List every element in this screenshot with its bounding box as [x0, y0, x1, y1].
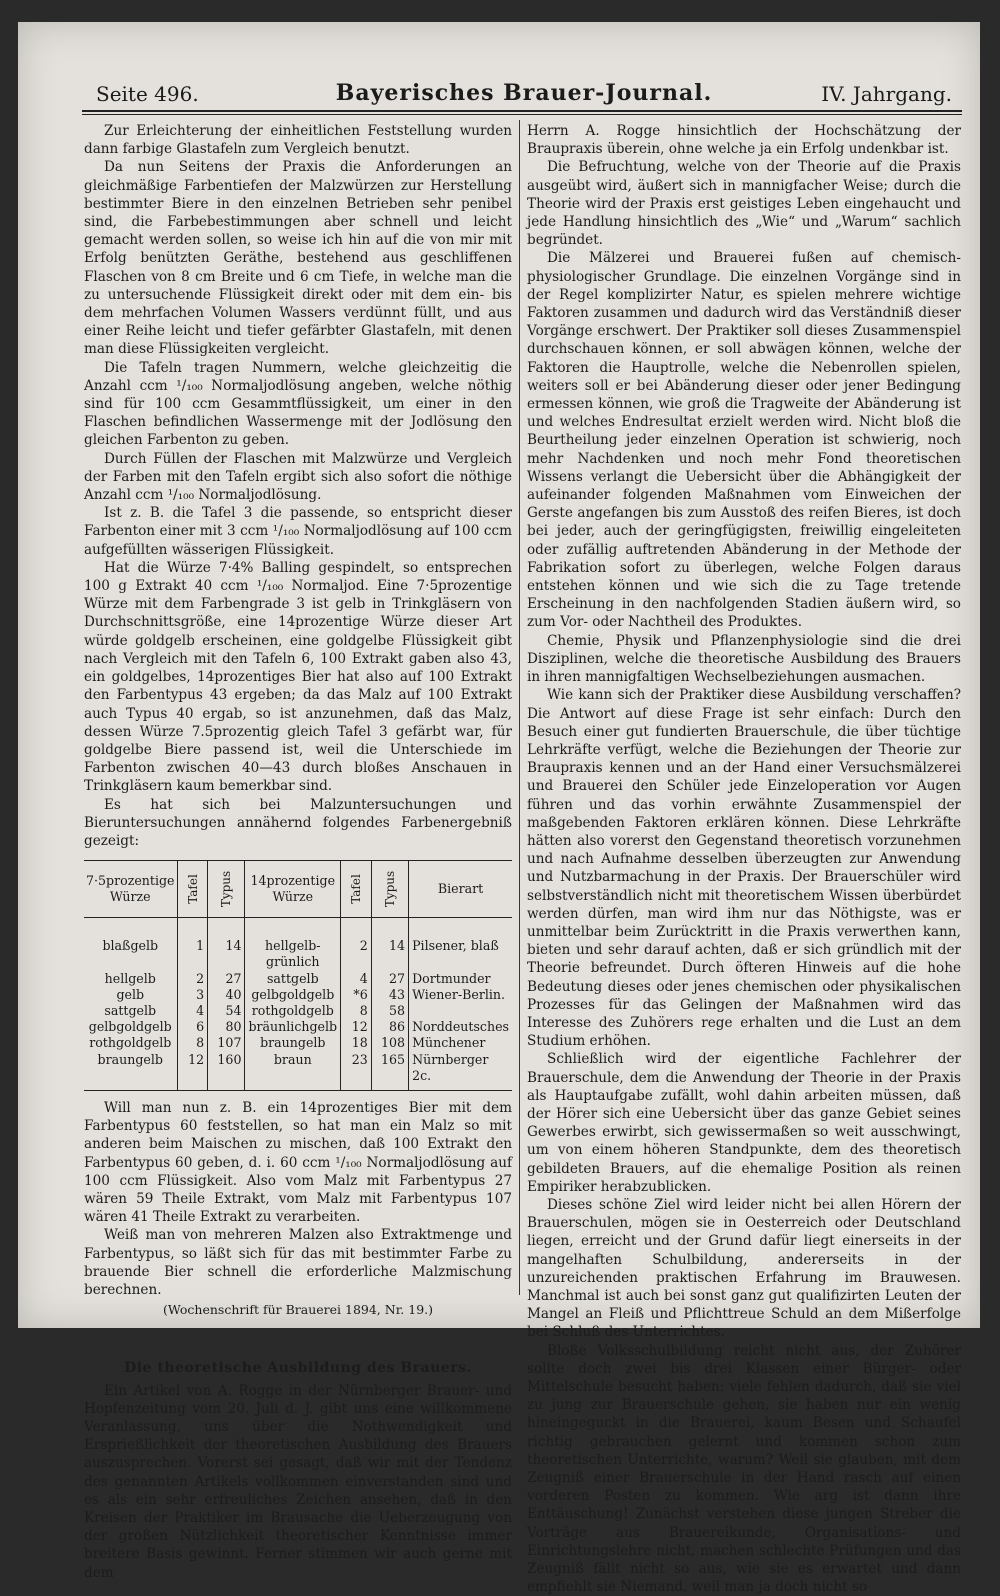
- page-header: [96, 82, 952, 108]
- table-cell-t2: 23: [341, 1052, 372, 1091]
- col-header-bierart: Bierart: [409, 861, 512, 918]
- table-cell-ty2: 165: [371, 1052, 408, 1091]
- paragraph: Durch Füllen der Flaschen mit Malzwürze und Vergleich der Farben mit den Tafeln ergibt sich also sofort die nöthige Anzahl ccm ¹/₁₀₀ Normaljodlösung.: [84, 450, 512, 504]
- table-cell-t1: 3: [177, 987, 208, 1003]
- paragraph: Weiß man von mehreren Malzen also Extraktmenge und Farbentypus, so läßt sich für das mit bestimmter Farbe zu brauende Bier schnell die erforderliche Malzmischung berechnen.: [84, 1227, 512, 1298]
- paragraph: Die Tafeln tragen Nummern, welche gleichzeitig die Anzahl ccm ¹/₁₀₀ Normaljodlösung angeben, welche nöthig sind für 100 ccm Gesammtflüssigkeit, um einer in den Flaschen befindlichen Wassermenge mit der Jodlösung den gleichen Farbenton zu geben.: [84, 359, 512, 449]
- table-cell-w2: gelbgoldgelb: [245, 987, 341, 1003]
- table-cell-w2: hellgelb-grünlich: [245, 918, 341, 971]
- table-cell-bier: Wiener-Berlin.: [409, 987, 512, 1003]
- table-cell-ty1: 107: [208, 1035, 245, 1051]
- paragraph: Bloße Volksschulbildung reicht nicht aus, der Zuhörer sollte doch zwei bis drei Klassen einer Bürger- oder Mittelschule besucht haben; viele fehlen dadurch, daß sie viel zu jung zur Brauerschule gehen, sie haben nur ein wenig hineingeguckt in die Brauerei, kaum Besen und Schaufel richtig gebrauchen gelernt und kommen schon zum theoretischen Unterrichte, warum? Weil sie glauben, mit dem Zeugniß einer Brauerschule in der Hand rasch auf einen vorderen Posten zu kommen. Wie arg ist dann ihre Enttäuschung! Zunächst verstehen diese jungen Streber die Vorträge aus Brauereikunde, Organisations- und Einrichtungslehre nicht, machen schlechte Prüfungen und das Zeugniß fällt nicht so aus, wie sie es erwartet und dann empfiehlt sie Niemand, weil man ja doch nicht so: [527, 1342, 961, 1596]
- column-divider: [519, 120, 520, 1295]
- header-rule-thin: [82, 114, 962, 115]
- table-row: [84, 1035, 512, 1051]
- table-cell-w2: sattgelb: [245, 971, 341, 987]
- section-title: Die theoretische Ausbildung des Brauers.: [124, 1360, 472, 1377]
- table-row: [84, 987, 512, 1003]
- table-cell-t2: 8: [341, 1003, 372, 1019]
- paragraph: Chemie, Physik und Pflanzenphysiologie sind die drei Disziplinen, welche die theoretische Ausbildung des Brauers in ihren mannigfaltigen Wechselbeziehungen ausmachen.: [527, 632, 961, 686]
- table-cell-ty2: 27: [371, 971, 408, 987]
- table-cell-w1: braungelb: [97, 1051, 163, 1067]
- table-cell-ty2: 108: [371, 1035, 408, 1051]
- table-cell-ty1: 54: [208, 1003, 245, 1019]
- col-header-tafel2: Tafel: [341, 861, 372, 918]
- table-cell-w1: sattgelb: [104, 1002, 157, 1018]
- source-credit: (Wochenschrift für Brauerei 1894, Nr. 19.): [163, 1302, 433, 1318]
- table-cell-t2: 4: [341, 971, 372, 987]
- volume-label: IV. Jahrgang.: [821, 82, 952, 106]
- table-header-row: [84, 861, 512, 918]
- table-cell-w1: rothgoldgelb: [89, 1035, 172, 1051]
- col-header-typus2: Typus: [371, 861, 408, 918]
- col-header-tafel: Tafel: [177, 861, 208, 918]
- paragraph: Dieses schöne Ziel wird leider nicht bei allen Hörern der Brauerschulen, mögen sie in Oesterreich oder Deutschland liegen, erreicht und der Grund dafür liegt einerseits in der mangelhaften Schulbildung, andererseits in der unzureichenden praktischen Erfahrung im Brauwesen. Manchmal ist auch bei sonst ganz gut qualifizirten Leuten der Mangel an Fleiß und Pflichttreue Schuld an dem Mißerfolge bei Schluß des Unterrichtes.: [527, 1196, 961, 1341]
- table-cell-ty1: 80: [208, 1019, 245, 1035]
- col-header-w2: 14prozentige Würze: [245, 861, 341, 918]
- paragraph: Ist z. B. die Tafel 3 die passende, so entspricht dieser Farbenton einer mit 3 ccm ¹/₁₀₀ Normaljodlösung auf 100 ccm aufgefüllten wässerigen Flüssigkeit.: [84, 505, 512, 558]
- table-cell-bier: Nürnberger 2c.: [409, 1052, 512, 1091]
- table-cell-w1: blaßgelb: [102, 938, 159, 954]
- table-cell-t2: 2: [341, 918, 372, 971]
- table-cell-ty1: 40: [208, 987, 245, 1003]
- table-cell-t2: *6: [341, 987, 372, 1003]
- table-row: [84, 1019, 512, 1035]
- left-column: [84, 122, 512, 1582]
- table-cell-ty2: 58: [371, 1003, 408, 1019]
- col-header-typus: Typus: [208, 861, 245, 918]
- table-cell-w2: braungelb: [245, 1035, 341, 1051]
- table-cell-w1: gelbgoldgelb: [88, 1019, 172, 1035]
- table-cell-ty1: 14: [208, 918, 245, 971]
- table-cell-ty2: 43: [371, 987, 408, 1003]
- table-cell-w1: gelb: [116, 986, 145, 1002]
- table-cell-t1: 12: [177, 1052, 208, 1091]
- table-row: [84, 971, 512, 987]
- table-cell-ty1: 160: [208, 1052, 245, 1091]
- table-cell-t1: 6: [177, 1019, 208, 1035]
- table-cell-t1: 4: [177, 1003, 208, 1019]
- table-cell-t2: 12: [341, 1019, 372, 1035]
- page-number: Seite 496.: [96, 82, 199, 106]
- table-cell-t1: 2: [177, 971, 208, 987]
- paragraph: Es hat sich bei Malzuntersuchungen und Bieruntersuchungen annähernd folgendes Farbenergebniß gezeigt:: [84, 796, 512, 849]
- table-row: [84, 1052, 512, 1091]
- paragraph: Wie kann sich der Praktiker diese Ausbildung verschaffen? Die Antwort auf diese Frage ist sehr einfach: Durch den Besuch einer gut fundierten Brauerschule, die über tüchtige Lehrkräfte verfügt, welche die Beziehungen der Theorie zur Braupraxis kennen und an der Hand einer Versuchsmälzerei und Brauerei den Schüler jede Einzeloperation vor Augen führen und das vorhin erwähnte Zusammenspiel der maßgebenden Faktoren erklären können. Diese Lehrkräfte hätten also vorerst den Gegenstand theoretisch vorzunehmen und nach Aufnahme desselben überzeugten zur Anwendung und Nutzbarmachung in der Praxis. Der Brauerschüler wird selbstverständlich nicht mit theoretischem Wissen überbürdet werden dürfen, man wird ihm nur das Nöthigste, was er unmittelbar beim Zurücktritt in die Praxis verwerthen kann, bieten und sehr darauf achten, daß er sich gründlich mit der Theorie befreundet. Durch öfteren Hinweis auf die hohe Bedeutung dieses oder jenes chemischen oder physikalischen Prozesses für das Gelingen der Maßnahmen wird das Interesse des Zuhörers rege erhalten und die Lust an dem Studium erhöhen.: [527, 687, 961, 1050]
- right-column: [527, 122, 961, 1596]
- table-cell-bier: Münchener: [409, 1035, 512, 1051]
- table-cell-w2: braun: [245, 1052, 341, 1091]
- table-cell-w2: rothgoldgelb: [245, 1003, 341, 1019]
- header-rule: [82, 110, 962, 112]
- table-cell-bier: Dortmunder: [409, 971, 512, 987]
- paragraph: Will man nun z. B. ein 14prozentiges Bier mit dem Farbentypus 60 feststellen, so hat man ein Malz so mit anderen beim Maischen zu mischen, daß 100 Extrakt den Farbentypus 60 geben, d. i. 60 ccm ¹/₁₀₀ Normaljodlösung auf 100 ccm Flüssigkeit. Also vom Malz mit Farbentypus 27 wären 59 Theile Extrakt, vom Malz mit Farbentypus 107 wären 41 Theile Extrakt zu verarbeiten.: [84, 1099, 512, 1226]
- paragraph: Zur Erleichterung der einheitlichen Feststellung wurden dann farbige Glastafeln zum Vergleich benutzt.: [84, 123, 512, 158]
- table-cell-t1: 8: [177, 1035, 208, 1051]
- table-cell-bier: Norddeutsches: [409, 1019, 512, 1035]
- table-cell-bier: [409, 1003, 512, 1019]
- paragraph: Die Befruchtung, welche von der Theorie auf die Praxis ausgeübt wird, äußert sich in mannigfacher Weise; durch die Theorie wird der Praxis erst geistiges Leben eingehaucht und jede Handlung hinsichtlich des „Wie“ und „Warum“ sachlich begründet.: [527, 159, 961, 249]
- table-cell-ty2: 14: [371, 918, 408, 971]
- table-cell-w1: hellgelb: [104, 970, 156, 986]
- paragraph: Hat die Würze 7·4% Balling gespindelt, so entsprechen 100 g Extrakt 40 ccm ¹/₁₀₀ Normaljod. Eine 7·5prozentige Würze mit dem Farbengrade 3 ist gelb in Trinkgläsern von Durchschnittsgröße, eine 14prozentige Würze dieser Art würde goldgelb erscheinen, eine goldgelbe Flüssigkeit gibt nach Vergleich mit den Tafeln 6, 100 Extrakt gaben also 43, ein goldgelbes, 14prozentiges Bier hat also auf 100 Extrakt den Farbentypus 43 ergeben; da das Malz auf 100 Extrakt auch Typus 40 ergab, so ist anzunehmen, daß das Malz, dessen Würze 7.5prozentig gleich Tafel 3 gefärbt war, für goldgelbe Biere passend ist, weil die Unterschiede im Farbenton zwischen 40—43 durch bloßes Anschauen in Trinkgläsern kaum bemerkbar sind.: [84, 559, 512, 795]
- paragraph: Die Mälzerei und Brauerei fußen auf chemisch-physiologischer Grundlage. Die einzelnen Vorgänge sind in der Regel komplizirter Natur, es spielen mehrere wichtige Faktoren zusammen und dadurch wird das Verständniß dieser Vorgänge erschwert. Der Praktiker soll dieses Zusammenspiel durchschauen können, er soll abwägen können, welche der Faktoren die Hauptrolle, welche die Nebenrollen spielen, weiters soll er bei Abänderung dieser oder jener Bedingung ermessen können, wie groß die Tragweite der Abänderung ist und welches Endresultat erzielt werden wird. Nicht bloß die Beurtheilung jeder einzelnen Operation ist schwierig, noch mehr Nachdenken und noch mehr Fond theoretischen Wissens verlangt die Uebersicht über die Abhängigkeit der aufeinander folgenden Maßnahmen vom Einweichen der Gerste angefangen bis zum Ausstoß des reifen Bieres, ist doch bei jeder, auch der geringfügigsten, freiwillig eingeleiteten oder zufällig auftretenden Abänderung in der Methode der Fabrikation sofort zu überlegen, welche Folgen daraus entstehen können und wie sich die zu Tage tretende Erscheinung in den nachfolgenden Stadien äußern wird, so zum Vor- oder Nachtheil des Produktes.: [527, 250, 961, 631]
- table-cell-ty2: 86: [371, 1019, 408, 1035]
- journal-title: Bayerisches Brauer-Journal.: [335, 80, 713, 106]
- paragraph: Da nun Seitens der Praxis die Anforderungen an gleichmäßige Farbentiefen der Malzwürzen zur Herstellung bestimmter Biere in den einzelnen Betrieben sehr penibel sind, die Farbebestimmungen aber schnell und leicht gemacht werden sollen, so weise ich hin auf die von mir mit Erfolg benützten Geräthe, bestehend aus geschliffenen Flaschen von 8 cm Breite und 6 cm Tiefe, in welche man die zu untersuchende Flüssigkeit direkt oder mit dem ein- bis dem mehrfachen Volumen Wassers verdünnt füllt, und aus einer Reihe leicht und tiefer gefärbter Glastafeln, mit denen man diese Flüssigkeiten vergleicht.: [84, 159, 512, 358]
- paragraph: Herrn A. Rogge hinsichtlich der Hochschätzung der Braupraxis überein, ohne welche ja ein Erfolg undenkbar ist.: [527, 123, 961, 158]
- paragraph: Schließlich wird der eigentliche Fachlehrer der Brauerschule, dem die Anwendung der Theorie in der Praxis als Hauptaufgabe zufällt, wohl dahin arbeiten müssen, daß der Hörer sich eine Uebersicht über das ganze Gebiet seines Gewerbes erwirbt, sich gewissermaßen so weit ausschwingt, um von einem höheren Standpunkte, dem des theoretisch gebildeten Brauers, auf die ehemalige Position als reinen Empiriker herabzublicken.: [527, 1051, 961, 1195]
- table-cell-bier: Pilsener, blaß: [409, 918, 512, 971]
- color-table: [84, 860, 512, 1091]
- paragraph: Ein Artikel von A. Rogge in der Nürnberger Brauer- und Hopfenzeitung vom 20. Juli d. J. gibt uns eine willkommene Veranlassung, uns über die Nothwendigkeit und Ersprießlichkeit der theoretischen Ausbildung des Brauers auszusprechen. Vorerst sei gesagt, daß wir mit der Tendenz des genannten Artikels vollkommen einverstanden sind und es als ein sehr erfreuliches Zeichen ansehen, daß in den Kreisen der Praktiker im Brausache die Ueberzeugung von der großen Nützlichkeit theoretischer Kenntnisse immer breitere Basis gewinnt. Ferner stimmen wir auch gerne mit dem: [84, 1382, 512, 1581]
- table-cell-t1: 1: [177, 918, 208, 971]
- col-header-w1: 7·5prozentige Würze: [84, 861, 177, 918]
- table-cell-t2: 18: [341, 1035, 372, 1051]
- table-row: [84, 918, 512, 971]
- table-cell-ty1: 27: [208, 971, 245, 987]
- table-cell-w2: bräunlichgelb: [245, 1019, 341, 1035]
- table-row: [84, 1003, 512, 1019]
